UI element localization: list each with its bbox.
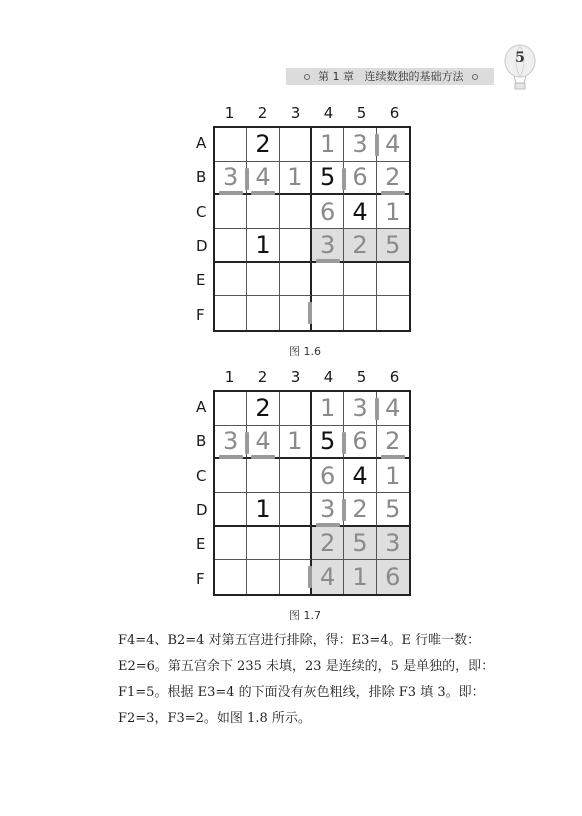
grid-cell (312, 128, 344, 162)
grid-cell (280, 296, 312, 330)
grid-cell (247, 493, 279, 527)
grid-cell (344, 229, 376, 263)
grid-cell (377, 229, 409, 263)
grid-cell (312, 560, 344, 594)
grid-cell (312, 162, 344, 196)
chapter-header (296, 68, 486, 85)
grid-cell (215, 128, 247, 162)
grid-cell (280, 162, 312, 196)
cell-value: 3 (352, 130, 368, 159)
column-label: 5 (356, 104, 367, 122)
row-label: C (196, 466, 207, 485)
row-label: F (196, 305, 205, 324)
consecutive-marker (245, 168, 249, 190)
grid-cell (280, 392, 312, 426)
grid-cell (312, 392, 344, 426)
grid-cell (344, 263, 376, 297)
cell-value: 5 (320, 163, 336, 192)
row-label: D (196, 236, 208, 255)
cell-value: 6 (352, 427, 368, 456)
grid-cell (377, 263, 409, 297)
grid-cell (215, 493, 247, 527)
grid-cell (215, 426, 247, 460)
cell-value: 6 (385, 563, 401, 592)
consecutive-marker (245, 432, 249, 454)
column-label: 4 (323, 368, 334, 386)
grid-cell (377, 128, 409, 162)
bullet-icon (472, 74, 478, 80)
grid-cell (280, 493, 312, 527)
cell-value: 2 (385, 163, 401, 192)
cell-value: 2 (385, 427, 401, 456)
grid-cell (377, 527, 409, 561)
row-label: E (196, 271, 206, 290)
cell-value: 5 (352, 528, 368, 557)
chapter-title: 连续数独的基础方法 (364, 70, 464, 83)
body-line: F1=5。根据 E3=4 的下面没有灰色粗线，排除 F3 填 3。即： (118, 685, 485, 700)
cell-value: 1 (385, 197, 401, 226)
consecutive-marker (375, 398, 379, 420)
column-labels (213, 104, 411, 122)
column-label: 5 (356, 368, 367, 386)
cell-value: 1 (352, 563, 368, 592)
grid-cell (247, 459, 279, 493)
cell-value: 6 (352, 163, 368, 192)
cell-value: 1 (385, 461, 401, 490)
grid-cell (215, 296, 247, 330)
cell-value: 4 (255, 163, 271, 192)
grid-cell (215, 162, 247, 196)
figure-caption: 图 1.6 (289, 345, 321, 358)
cell-value: 5 (320, 427, 336, 456)
row-label: B (196, 168, 207, 187)
cell-value: 6 (320, 461, 336, 490)
grid-cell (377, 195, 409, 229)
row-label: D (196, 500, 208, 519)
grid-cell (312, 426, 344, 460)
grid-cell (247, 263, 279, 297)
grid-cell (344, 296, 376, 330)
grid-cell (312, 493, 344, 527)
grid-cell (280, 426, 312, 460)
cell-value: 1 (255, 230, 271, 259)
cell-value: 5 (385, 494, 401, 523)
grid-cell (215, 459, 247, 493)
row-labels (190, 390, 210, 596)
cell-value: 2 (320, 528, 336, 557)
grid-cell (280, 128, 312, 162)
cell-value: 1 (320, 130, 336, 159)
grid-cell (247, 560, 279, 594)
cell-value: 1 (320, 394, 336, 423)
consecutive-marker (342, 432, 346, 454)
grid-cell (344, 560, 376, 594)
cell-value: 2 (352, 230, 368, 259)
cell-value: 3 (385, 528, 401, 557)
cell-value: 3 (352, 394, 368, 423)
grid-cell (312, 296, 344, 330)
grid-cell (247, 162, 279, 196)
consecutive-marker (342, 499, 346, 521)
grid-cell (280, 527, 312, 561)
row-label: B (196, 432, 207, 451)
body-line: F4=4、B2=4 对第五宫进行排除，得：E3=4。E 行唯一数： (118, 633, 481, 648)
cell-value: 2 (255, 394, 271, 423)
grid-cell (215, 560, 247, 594)
cell-value: 2 (255, 130, 271, 159)
grid-cell (247, 195, 279, 229)
balloon-icon (503, 44, 537, 90)
row-label: F (196, 569, 205, 588)
page-number: 5 (515, 50, 525, 66)
body-paragraph (118, 628, 518, 732)
row-label: C (196, 202, 207, 221)
row-label: A (196, 398, 207, 416)
column-label: 6 (389, 368, 400, 386)
grid-cell (344, 493, 376, 527)
grid-cell (377, 392, 409, 426)
grid-cell (344, 195, 376, 229)
grid-cell (312, 263, 344, 297)
grid-cell (247, 527, 279, 561)
cell-value: 4 (385, 394, 401, 423)
grid-cell (312, 195, 344, 229)
figure-caption: 图 1.7 (289, 609, 321, 622)
cell-value: 4 (255, 427, 271, 456)
column-label: 4 (323, 104, 334, 122)
grid-cell (215, 229, 247, 263)
cell-value: 3 (320, 494, 336, 523)
cell-value: 1 (287, 427, 303, 456)
grid-cell (344, 128, 376, 162)
body-line: E2=6。第五宫余下 235 未填，23 是连续的，5 是单独的，即： (118, 659, 495, 674)
cell-value: 4 (320, 563, 336, 592)
grid-cell (344, 392, 376, 426)
grid-cell (377, 426, 409, 460)
row-label: E (196, 535, 206, 554)
consecutive-marker (342, 168, 346, 190)
column-label: 1 (224, 104, 235, 122)
column-label: 1 (224, 368, 235, 386)
grid-cell (280, 263, 312, 297)
grid-cell (215, 392, 247, 426)
cell-value: 4 (352, 197, 368, 226)
bullet-icon (304, 74, 310, 80)
grid-cell (247, 426, 279, 460)
sudoku-grid (213, 390, 411, 596)
row-label: A (196, 134, 207, 152)
grid-cell (377, 162, 409, 196)
cell-value: 1 (255, 494, 271, 523)
column-label: 3 (290, 368, 301, 386)
grid-cell (312, 459, 344, 493)
body-line: F2=3，F3=2。如图 1.8 所示。 (118, 711, 311, 726)
column-label: 2 (257, 104, 268, 122)
column-label: 6 (389, 104, 400, 122)
grid-cell (377, 493, 409, 527)
grid-cell (215, 195, 247, 229)
cell-value: 1 (287, 163, 303, 192)
consecutive-marker (375, 134, 379, 156)
cell-value: 3 (320, 230, 336, 259)
grid-cell (215, 263, 247, 297)
sudoku-grid (213, 126, 411, 332)
chapter-number: 第 1 章 (318, 70, 354, 83)
grid-cell (377, 296, 409, 330)
cell-value: 6 (320, 197, 336, 226)
grid-cell (247, 128, 279, 162)
grid-cell (377, 560, 409, 594)
grid-cell (247, 229, 279, 263)
grid-cell (344, 459, 376, 493)
grid-cell (247, 392, 279, 426)
grid-cell (344, 426, 376, 460)
row-labels (190, 126, 210, 332)
grid-cell (312, 527, 344, 561)
cell-value: 4 (385, 130, 401, 159)
grid-cell (280, 459, 312, 493)
grid-cell (312, 229, 344, 263)
column-labels (213, 368, 411, 386)
grid-cell (247, 296, 279, 330)
grid-cell (344, 162, 376, 196)
column-label: 3 (290, 104, 301, 122)
cell-value: 5 (385, 230, 401, 259)
cell-value: 2 (352, 494, 368, 523)
column-label: 2 (257, 368, 268, 386)
cell-value: 3 (223, 427, 239, 456)
grid-cell (215, 527, 247, 561)
grid-cell (344, 527, 376, 561)
cell-value: 3 (223, 163, 239, 192)
grid-cell (280, 560, 312, 594)
cell-value: 4 (352, 461, 368, 490)
grid-cell (377, 459, 409, 493)
grid-cell (280, 195, 312, 229)
grid-cell (280, 229, 312, 263)
